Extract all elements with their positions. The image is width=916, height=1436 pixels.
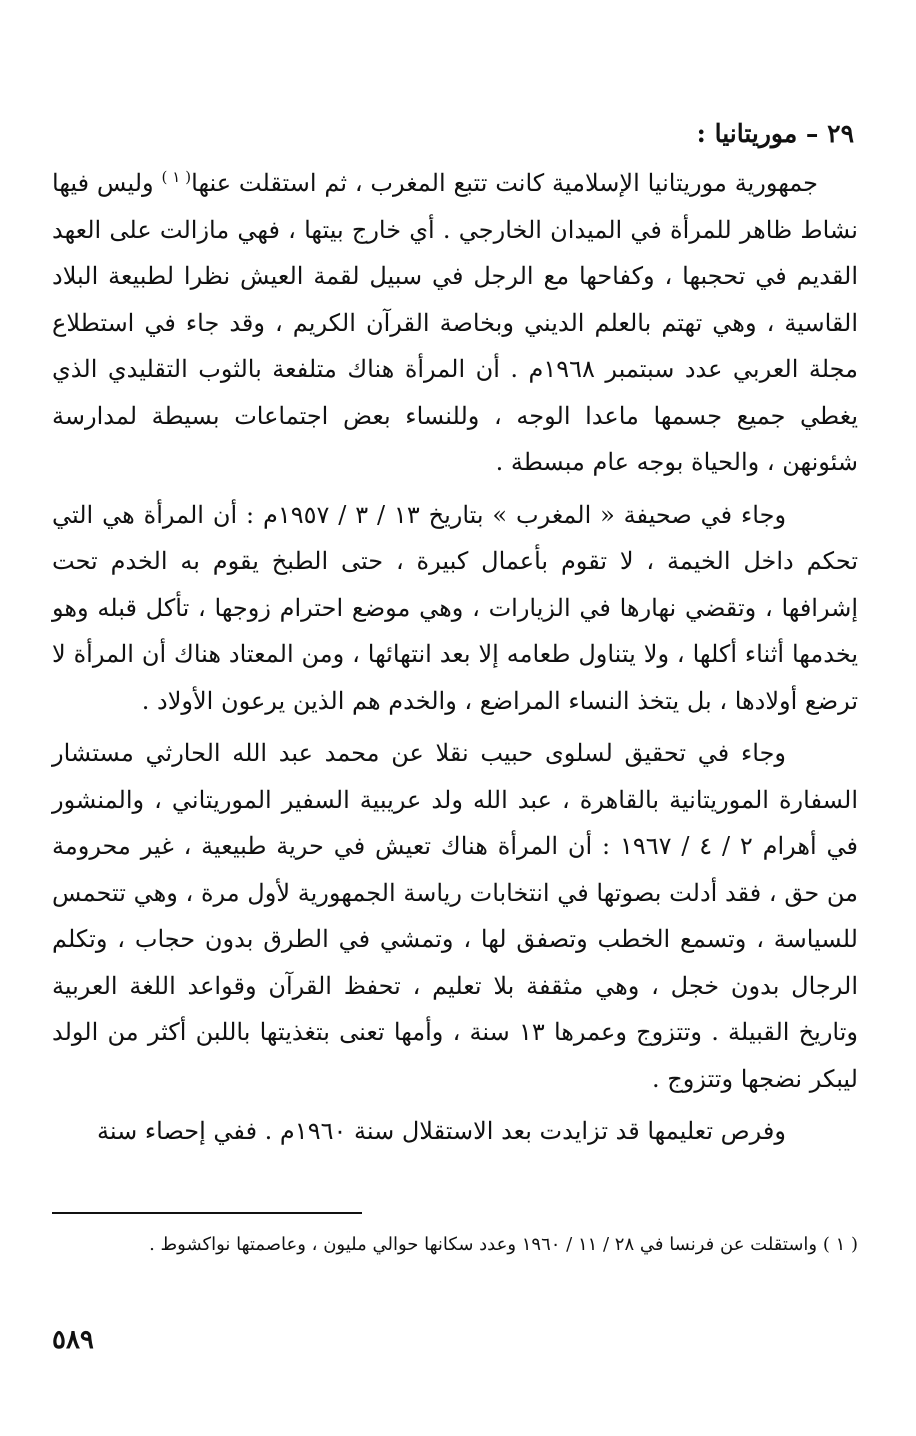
- page-number: ٥٨٩: [52, 1325, 94, 1355]
- footnote: ( ١ ) واستقلت عن فرنسا في ٢٨ / ١١ / ١٩٦٠ وعدد سكانها حوالي مليون ، وعاصمتها نواكشوط .: [149, 1234, 858, 1255]
- section-heading: ٢٩ – موريتانيا :: [696, 119, 854, 148]
- paragraph-2: وجاء في صحيفة « المغرب » بتاريخ ١٣ / ٣ / ١٩٥٧م : أن المرأة هي التي تحكم داخل الخيمة ، لا تقوم بأعمال كبيرة ، حتى الطبخ يقوم به الخدم تحت إشرافها ، وتقضي نهارها في الزيارات ، وهي موضع احترام زوجها ، تأكل قبله وهو يخدمها أثناء أكلها ، ولا يتناول طعامه إلا بعد انتهائها ، ومن المعتاد هناك أن المرأة لا ترضع أولادها ، بل يتخذ النساء المراضع ، والخدم هم الذين يرعون الأولاد .: [52, 500, 858, 715]
- paragraph-1-text-continued: وليس فيها نشاط ظاهر للمرأة في الميدان الخارجي . أي خارج بيتها ، فهي مازالت على العهد القديم في تحجبها ، وكفاحها مع الرجل في سبيل لقمة العيش نظرا لطبيعة البلاد القاسية ، وهي تهتم بالعلم الديني وبخاصة القرآن الكريم ، وقد جاء في استطلاع مجلة العربي عدد سبتمبر ١٩٦٨م . أن المرأة هناك متلفعة بالثوب التقليدي الذي يغطي جميع جسمها ماعدا الوجه ، وللنساء بعض اجتماعات بسيطة لمدارسة شئونهن ، والحياة بوجه عام مبسطة .: [52, 169, 859, 476]
- paragraph-3: وجاء في تحقيق لسلوى حبيب نقلا عن محمد عبد الله الحارثي مستشار السفارة الموريتانية بالقاهرة ، عبد الله ولد عريبية السفير الموريتاني ، والمنشور في أهرام ٢ / ٤ / ١٩٦٧ : أن المرأة هناك تعيش في حرية طبيعية ، غير محرومة من حق ، فقد أدلت بصوتها في انتخابات رياسة الجمهورية لأول مرة ، وهي تتحمس للسياسة ، وتسمع الخطب وتصفق لها ، وتمشي في الطرق بدون حجاب ، وتكلم الرجال بدون خجل ، وهي مثقفة بلا تعليم ، تحفظ القرآن وقواعد اللغة العربية وتاريخ القبيلة . وتتزوج وعمرها ١٣ سنة ، وأمها تعنى بتغذيتها باللبن أكثر من الولد ليبكر نضجها وتتزوج .: [52, 739, 859, 1093]
- footnote-reference: ( ١ ): [161, 168, 192, 186]
- paragraph-1: [52, 160, 858, 486]
- paragraph-1-text: جمهورية موريتانيا الإسلامية كانت تتبع المغرب ، ثم استقلت عنها: [191, 169, 819, 197]
- body-text: [52, 160, 858, 1161]
- paragraph-4: وفرص تعليمها قد تزايدت بعد الاستقلال سنة ١٩٦٠م . ففي إحصاء سنة: [97, 1117, 786, 1145]
- footnote-divider: [52, 1212, 362, 1214]
